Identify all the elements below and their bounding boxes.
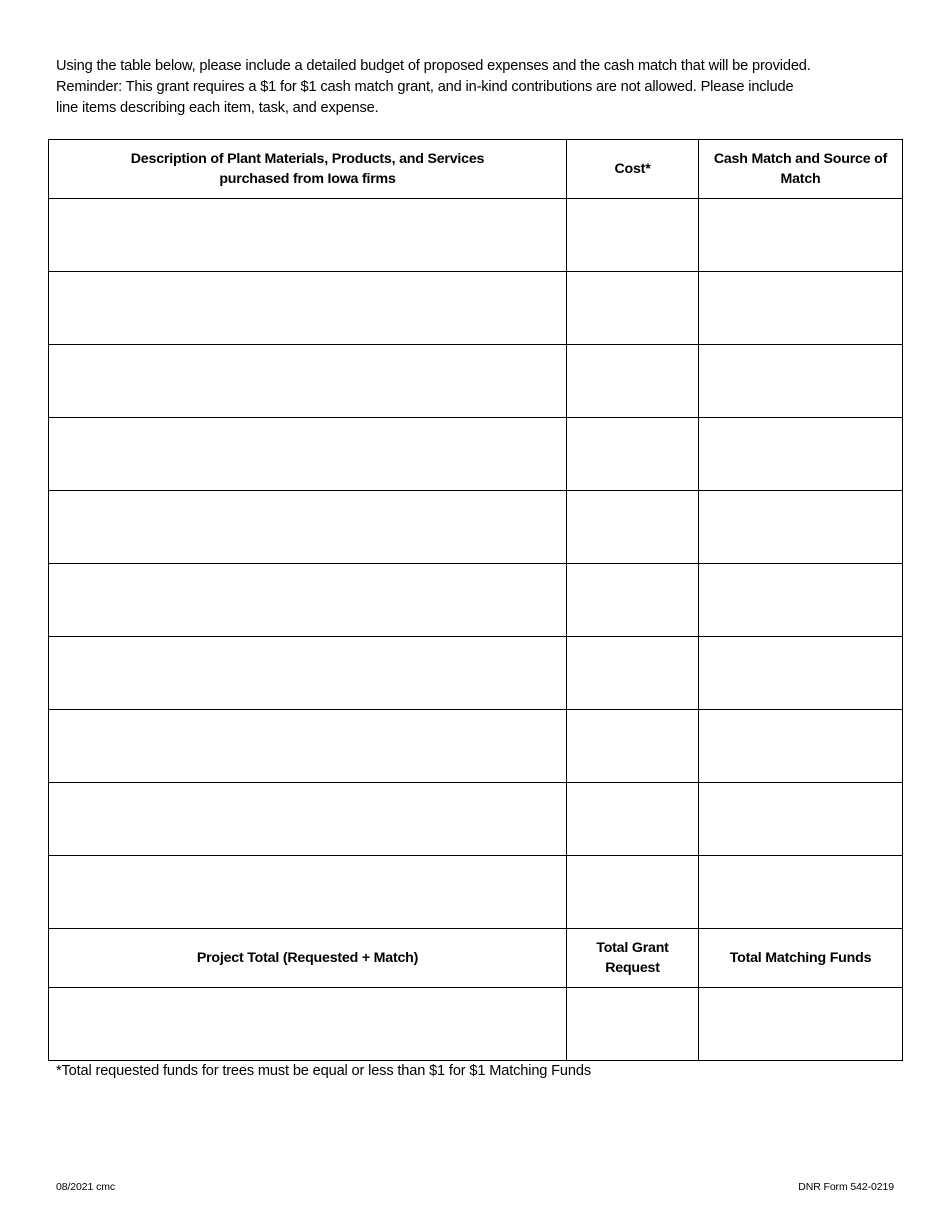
header-cost: Cost* — [567, 140, 699, 199]
description-cell[interactable] — [49, 199, 567, 272]
table-row — [49, 783, 903, 856]
budget-table — [48, 139, 903, 1061]
header-total-grant-request: Total Grant Request — [567, 929, 699, 988]
instructions-line-3: line items describing each item, task, and expense. — [56, 100, 379, 116]
cash-match-cell[interactable] — [699, 637, 903, 710]
header-description: Description of Plant Materials, Products, and Services purchased from Iowa firms — [49, 140, 567, 199]
description-cell[interactable] — [49, 783, 567, 856]
table-row — [49, 272, 903, 345]
instructions-line-1: Using the table below, please include a detailed budget of proposed expenses and the cash match that will be provided. — [56, 58, 811, 74]
instructions-paragraph — [56, 56, 906, 119]
instructions-line-2: Reminder: This grant requires a $1 for $1 cash match grant, and in-kind contributions are not allowed. Please include — [56, 79, 794, 95]
header-total-matching-funds: Total Matching Funds — [699, 929, 903, 988]
cash-match-cell[interactable] — [699, 710, 903, 783]
description-cell[interactable] — [49, 345, 567, 418]
description-cell[interactable] — [49, 637, 567, 710]
table-row — [49, 491, 903, 564]
footer-revision-date: 08/2021 cmc — [56, 1181, 116, 1193]
table-row — [49, 345, 903, 418]
project-total-cell[interactable] — [49, 988, 567, 1061]
table-row — [49, 418, 903, 491]
table-row — [49, 710, 903, 783]
table-header-row — [49, 140, 903, 199]
header-project-total: Project Total (Requested + Match) — [49, 929, 567, 988]
total-grant-request-cell[interactable] — [567, 988, 699, 1061]
cash-match-cell[interactable] — [699, 564, 903, 637]
cash-match-cell[interactable] — [699, 199, 903, 272]
table-row — [49, 637, 903, 710]
description-cell[interactable] — [49, 856, 567, 929]
cost-cell[interactable] — [567, 345, 699, 418]
header-cash-match: Cash Match and Source of Match — [699, 140, 903, 199]
total-matching-funds-cell[interactable] — [699, 988, 903, 1061]
footnote: *Total requested funds for trees must be equal or less than $1 for $1 Matching Funds — [56, 1063, 591, 1079]
cost-cell[interactable] — [567, 637, 699, 710]
table-row — [49, 199, 903, 272]
cost-cell[interactable] — [567, 710, 699, 783]
cash-match-cell[interactable] — [699, 491, 903, 564]
table-row — [49, 564, 903, 637]
description-cell[interactable] — [49, 491, 567, 564]
description-cell[interactable] — [49, 272, 567, 345]
description-cell[interactable] — [49, 418, 567, 491]
cost-cell[interactable] — [567, 418, 699, 491]
cost-cell[interactable] — [567, 564, 699, 637]
description-cell[interactable] — [49, 710, 567, 783]
cost-cell[interactable] — [567, 272, 699, 345]
cash-match-cell[interactable] — [699, 272, 903, 345]
table-row — [49, 856, 903, 929]
cash-match-cell[interactable] — [699, 856, 903, 929]
cost-cell[interactable] — [567, 491, 699, 564]
cash-match-cell[interactable] — [699, 345, 903, 418]
footer-form-number: DNR Form 542-0219 — [798, 1181, 894, 1193]
description-cell[interactable] — [49, 564, 567, 637]
cost-cell[interactable] — [567, 856, 699, 929]
cost-cell[interactable] — [567, 199, 699, 272]
cash-match-cell[interactable] — [699, 418, 903, 491]
cash-match-cell[interactable] — [699, 783, 903, 856]
totals-row — [49, 988, 903, 1061]
totals-header-row — [49, 929, 903, 988]
cost-cell[interactable] — [567, 783, 699, 856]
